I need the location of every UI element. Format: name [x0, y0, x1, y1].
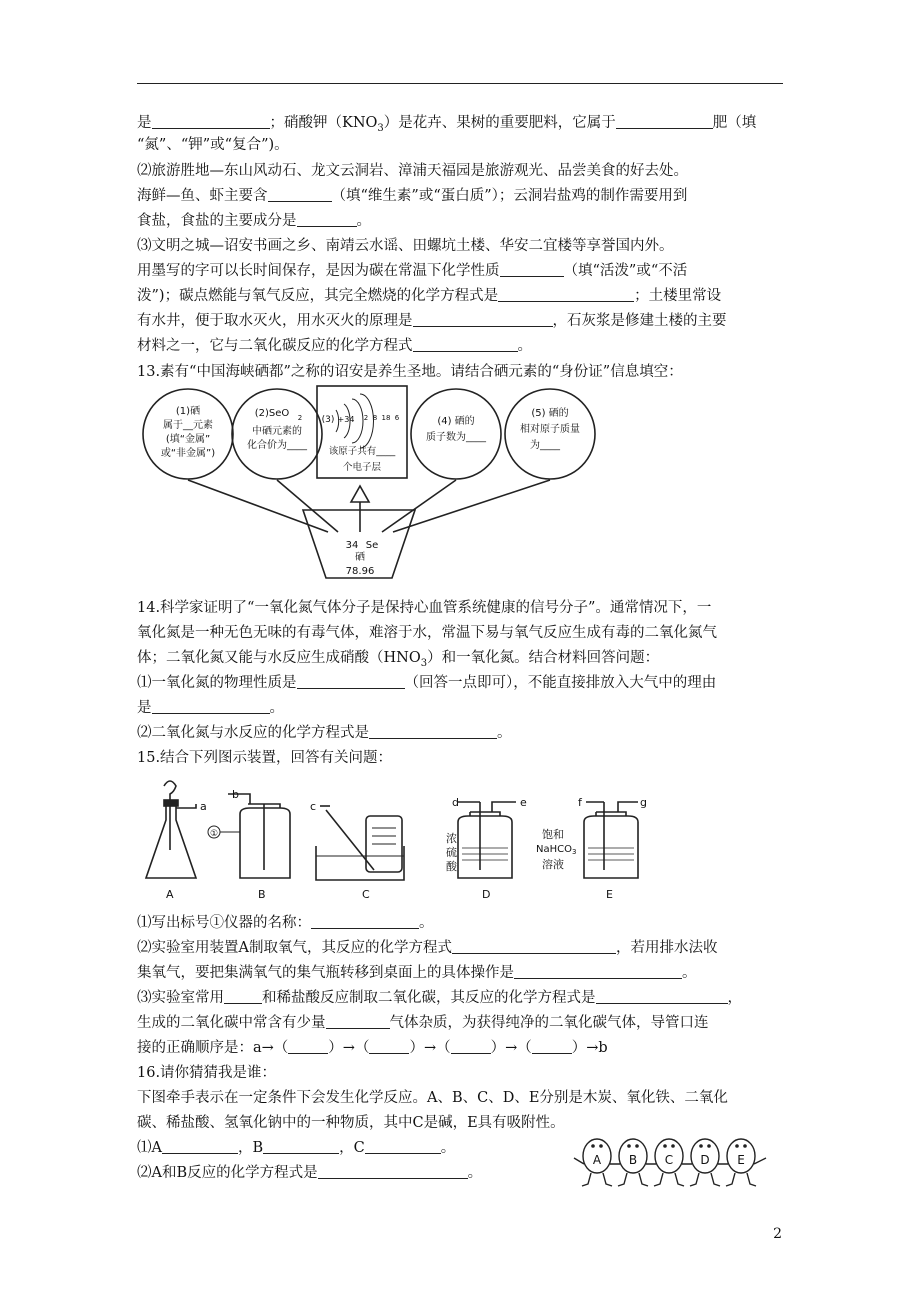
shell-count: 18 [381, 414, 391, 422]
answer-blank[interactable] [326, 1014, 390, 1029]
question-16: 16.请你猜猜我是谁： [137, 1065, 277, 1081]
selenium-id-card-figure [140, 382, 780, 592]
shell-count: 2 [363, 414, 369, 422]
text-line: ⑵实验室用装置A制取氧气，其反应的化学方程式 ，若用排水法收 [137, 940, 718, 956]
text-line: “氮”、“钾”或“复合”)。 [137, 137, 289, 153]
character-label-d: D [700, 1153, 710, 1167]
bubble-3-text: (3) [321, 415, 335, 425]
bubble-1-text: (填“金属” [165, 434, 211, 445]
bottle-d-reagent: 酸 [446, 860, 457, 873]
bottle-e-reagent: 溶液 [542, 858, 564, 871]
character-label-a: A [592, 1153, 602, 1167]
text-line: 下图牵手表示在一定条件下会发生化学反应。A、B、C、D、E分别是木炭、氧化铁、二氧化 [137, 1090, 728, 1106]
text-line: 有水井，便于取水灭火，用水灭火的原理是 ，石灰浆是修建土楼的主要 [137, 313, 727, 329]
bubble-5-text: 相对原子质量 [520, 424, 580, 435]
atomic-number: 34 [345, 540, 359, 551]
bubble-2-text: 化合价为____ [247, 440, 307, 451]
bubble-3-text: 该原子共有____ [328, 446, 396, 457]
port-label-g: g [640, 796, 647, 809]
bubble-1-text: (1)硒 [175, 406, 201, 417]
text-line: ⑵A和B反应的化学方程式是 。 [137, 1165, 483, 1181]
answer-blank[interactable] [532, 1039, 572, 1054]
answer-blank[interactable] [318, 1164, 468, 1179]
answer-blank[interactable] [498, 287, 634, 302]
text-line: 用墨写的字可以长时间保存，是因为碳在常温下化学性质 （填“活泼”或“不活 [137, 263, 688, 279]
answer-blank[interactable] [311, 914, 419, 929]
text-line: 接的正确顺序是：a→（ ）→（ ）→（ ）→（ ）→b [137, 1040, 608, 1056]
bubble-2-sub: 2 [297, 414, 303, 422]
text-line: ⑶文明之城—诏安书画之乡、南靖云水谣、田螺坑土楼、华安二宜楼等享誉国内外。 [137, 238, 674, 254]
port-label-c: c [310, 800, 317, 813]
question-15: 15.结合下列图示装置，回答有关问题： [137, 750, 393, 766]
apparatus-label-e: E [606, 888, 613, 901]
character-label-c: C [664, 1153, 674, 1167]
svg-text:NaHCO3 [536, 844, 576, 856]
apparatus-figure [140, 770, 660, 910]
text-line: 海鲜—鱼、虾主要含 （填“维生素”或“蛋白质”）；云洞岩盐鸡的制作需要用到 [137, 188, 688, 204]
element-name: 硒 [355, 552, 365, 563]
shell-count: 6 [394, 414, 400, 422]
port-label-a: a [200, 800, 207, 813]
text-line: 碳、稀盐酸、氢氧化钠中的一种物质，其中C是碱，E具有吸附性。 [137, 1115, 565, 1131]
shell-count: 8 [372, 414, 378, 422]
text-line: 是 ；硝酸钾$(KNO_3)$是花卉、果树的重要肥料，它属于 肥（填 [137, 115, 757, 134]
bubble-1-text: 或“非金属”) [160, 448, 216, 459]
bubble-5-text: 为____ [530, 440, 560, 451]
port-label-f: f [578, 796, 582, 809]
answer-blank[interactable] [152, 114, 270, 129]
instrument-marker: ① [210, 829, 219, 839]
answer-blank[interactable] [297, 674, 405, 689]
bubble-4-text: (4) 硒的 [437, 416, 475, 427]
bottle-e-reagent: NaHCO [536, 844, 572, 855]
port-label-d: d [452, 796, 459, 809]
text-line: ⑴写出标号①仪器的名称： 。 [137, 915, 434, 931]
text-line: 集氧气，要把集满氧气的集气瓶转移到桌面上的具体操作是 。 [137, 965, 697, 981]
bottle-d-reagent: 浓 [446, 832, 457, 845]
text-line: 生成的二氧化碳中常含有少量 气体杂质，为获得纯净的二氧化碳气体，导管口连 [137, 1015, 709, 1031]
bubble-5-text: (5) 硒的 [531, 408, 569, 419]
port-label-e: e [520, 796, 527, 809]
text-line: ⑴一氧化氮的物理性质是 （回答一点即可），不能直接排放入大气中的理由 [137, 675, 717, 691]
answer-blank[interactable] [152, 699, 270, 714]
text-line: ⑵二氧化氮与水反应的化学方程式是 。 [137, 725, 512, 741]
answer-blank[interactable] [263, 1139, 339, 1154]
answer-blank[interactable] [500, 262, 564, 277]
character-label-b: B [628, 1153, 638, 1167]
answer-blank[interactable] [162, 1139, 238, 1154]
text-line: 是 。 [137, 700, 284, 716]
answer-blank[interactable] [365, 1139, 441, 1154]
answer-blank[interactable] [369, 1039, 409, 1054]
bubble-1-text: 属于__元素 [163, 420, 213, 431]
bubble-4-text: 质子数为____ [426, 432, 486, 443]
answer-blank[interactable] [616, 114, 713, 129]
text-line: ⑴A ，B ，C 。 [137, 1140, 456, 1156]
text-line: 食盐，食盐的主要成分是 。 [137, 213, 371, 229]
page-number: 2 [773, 1226, 782, 1242]
bubble-2-title: (2)SeO [254, 408, 290, 419]
answer-blank[interactable] [413, 312, 553, 327]
apparatus-label-d: D [482, 888, 491, 901]
character-label-e: E [737, 1153, 745, 1167]
question-14: 14.科学家证明了“一氧化氮气体分子是保持心血管系统健康的信号分子”。通常情况下，一 [137, 600, 712, 616]
text-line: ⑶实验室常用 和稀盐酸反应制取二氧化碳，其反应的化学方程式是 ， [137, 990, 742, 1006]
text-line: ⑵旅游胜地—东山风动石、龙文云洞岩、漳浦天福园是旅游观光、品尝美食的好去处。 [137, 163, 688, 179]
answer-blank[interactable] [224, 989, 262, 1004]
answer-blank[interactable] [413, 337, 518, 352]
text-line: 材料之一，它与二氧化碳反应的化学方程式 。 [137, 338, 532, 354]
element-symbol: Se [365, 540, 379, 551]
answer-blank[interactable] [268, 187, 332, 202]
answer-blank[interactable] [514, 964, 682, 979]
apparatus-label-c: C [362, 888, 370, 901]
answer-blank[interactable] [596, 989, 728, 1004]
apparatus-label-a: A [166, 888, 174, 901]
answer-blank[interactable] [451, 1039, 491, 1054]
port-label-b: b [232, 788, 239, 801]
header-rule [137, 83, 783, 84]
answer-blank[interactable] [297, 212, 357, 227]
answer-blank[interactable] [288, 1039, 328, 1054]
bottle-e-reagent-sub: 3 [571, 848, 577, 856]
text-line: 氧化氮是一种无色无味的有毒气体，难溶于水，常温下易与氧气反应生成有毒的二氧化氮气 [137, 625, 717, 641]
bubble-3-text: 个电子层 [342, 462, 382, 473]
text-line: 泼”)；碳点燃能与氧气反应，其完全燃烧的化学方程式是 ；土楼里常设 [137, 288, 722, 304]
answer-blank[interactable] [452, 939, 616, 954]
nucleus-label: +34 [337, 415, 355, 424]
bottle-e-reagent: 饱和 [542, 828, 564, 841]
bottle-d-reagent: 硫 [446, 846, 457, 859]
hand-in-hand-figure [570, 1130, 780, 1190]
apparatus-label-b: B [258, 888, 266, 901]
question-13: 13.素有“中国海峡硒都”之称的诏安是养生圣地。请结合硒元素的“身份证”信息填空： [137, 364, 683, 380]
bubble-2-text: 中硒元素的 [252, 426, 302, 437]
atomic-mass: 78.96 [345, 566, 375, 577]
answer-blank[interactable] [369, 724, 497, 739]
text-line: 体；二氧化氮又能与水反应生成硝酸$(HNO_3)$和一氧化氮。结合材料回答问题： [137, 650, 660, 669]
